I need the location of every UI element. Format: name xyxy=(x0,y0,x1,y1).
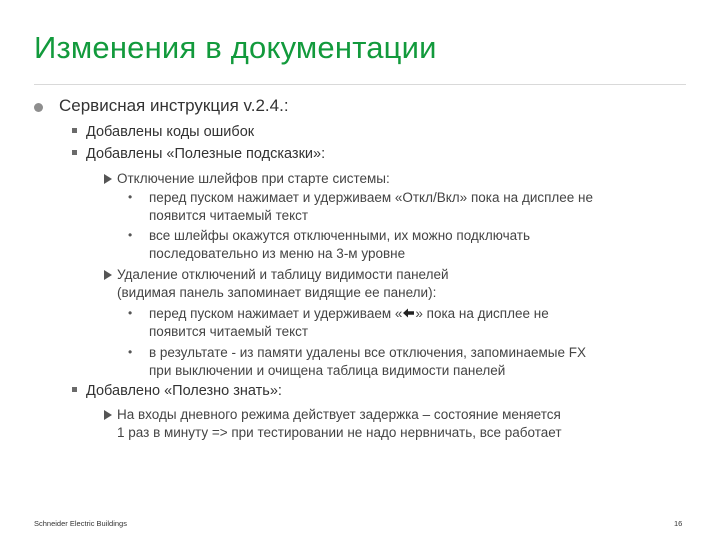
tip1-bullet1-line1: перед пуском нажимает и удерживаем «Откл/Вкл» пока на дисплее не xyxy=(149,190,594,205)
tip1-title: Отключение шлейфов при старте системы: xyxy=(117,171,390,186)
tip1-bullet2-line1: все шлейфы окажутся отключенными, их можно подключать xyxy=(149,228,531,243)
dot-bullet-icon: • xyxy=(128,190,133,204)
item-error-codes-text: Добавлены коды ошибок xyxy=(86,124,255,140)
tip1-bullet1-line2: появится читаемый текст xyxy=(149,207,309,223)
tip2-bullet1-line1 xyxy=(128,305,688,323)
left-arrow-icon xyxy=(402,307,415,319)
tip2-title-line2: (видимая панель запоминает видящие ее панели): xyxy=(117,284,437,300)
tip2-bullet1-line2: появится читаемый текст xyxy=(149,323,309,339)
dot-bullet-icon: • xyxy=(128,306,133,320)
item-tips xyxy=(72,146,325,162)
tip2-title-line1: Удаление отключений и таблицу видимости панелей xyxy=(117,267,449,282)
tip2-bullet2 xyxy=(128,344,688,379)
triangle-bullet-icon xyxy=(104,410,112,420)
square-bullet-icon xyxy=(72,128,77,133)
round-bullet-icon xyxy=(34,103,43,112)
level1-item xyxy=(34,96,289,116)
know1 xyxy=(104,406,694,441)
item-know xyxy=(72,383,282,399)
item-tips-text: Добавлены «Полезные подсказки»: xyxy=(86,146,326,162)
know1-line1: На входы дневного режима действует задержка – состояние меняется xyxy=(117,407,561,422)
slide-title: Изменения в документации xyxy=(34,30,437,65)
tip2-bullet1-suffix: » пока на дисплее не xyxy=(415,306,549,321)
tip1 xyxy=(104,170,694,188)
item-know-text: Добавлено «Полезно знать»: xyxy=(86,383,282,399)
tip1-bullet1 xyxy=(128,189,688,224)
triangle-bullet-icon xyxy=(104,174,112,184)
tip1-bullet2-line2: последовательно из меню на 3-м уровне xyxy=(149,245,406,261)
square-bullet-icon xyxy=(72,387,77,392)
title-divider xyxy=(34,84,686,85)
item-error-codes xyxy=(72,124,254,140)
tip2 xyxy=(104,266,694,301)
level1-text: Сервисная инструкция v.2.4.: xyxy=(59,96,289,115)
dot-bullet-icon: • xyxy=(128,345,133,359)
tip2-bullet1 xyxy=(128,305,688,340)
square-bullet-icon xyxy=(72,150,77,155)
tip2-bullet1-prefix: перед пуском нажимает и удерживаем « xyxy=(149,306,403,321)
dot-bullet-icon: • xyxy=(128,228,133,242)
know1-line2: 1 раз в минуту => при тестировании не надо нервничать, все работает xyxy=(117,424,562,440)
page-number: 16 xyxy=(674,519,683,528)
tip1-bullet2 xyxy=(128,227,688,262)
footer-company: Schneider Electric Buildings xyxy=(34,519,127,528)
tip2-bullet2-line1: в результате - из памяти удалены все отключения, запоминаемые FX xyxy=(149,345,586,360)
triangle-bullet-icon xyxy=(104,270,112,280)
tip2-bullet2-line2: при выключении и очищена таблица видимости панелей xyxy=(149,362,506,378)
